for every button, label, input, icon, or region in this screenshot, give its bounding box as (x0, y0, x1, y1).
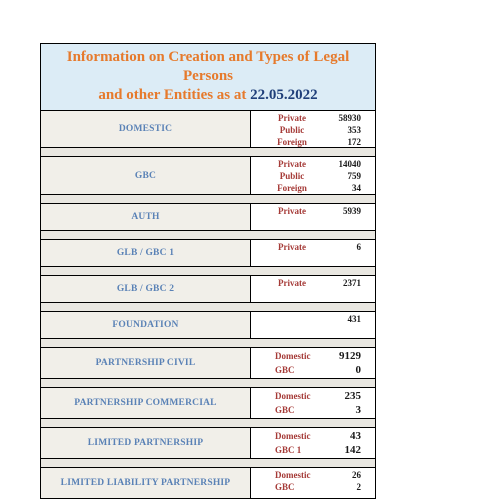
entry-line (251, 403, 375, 417)
entry-value: 353 (347, 125, 361, 135)
entry-line (251, 136, 375, 148)
entry-type: GBC (275, 365, 295, 375)
entry-type: Domestic (275, 470, 311, 480)
entry-value: 14040 (338, 159, 361, 169)
entry-type: Private (278, 242, 306, 252)
entry-type: Foreign (277, 137, 307, 147)
entry-value: 2 (356, 482, 361, 492)
table-row-foundation (41, 312, 375, 338)
entry-value: 142 (344, 444, 361, 456)
row-label: DOMESTIC (41, 111, 251, 147)
row-values (251, 111, 375, 147)
entry-line (251, 112, 375, 124)
entry-type: Private (278, 159, 306, 169)
entry-value: 2371 (343, 278, 361, 288)
table-row-glb-gbc2 (41, 276, 375, 302)
row-values (251, 468, 375, 498)
entry-value: 5939 (343, 206, 361, 216)
table-row-glb-gbc1 (41, 240, 375, 266)
title-date: 22.05.2022 (250, 87, 318, 103)
entry-type (251, 313, 323, 325)
entry-value: 235 (344, 390, 361, 402)
entry-value: 43 (350, 430, 361, 442)
row-label: FOUNDATION (41, 312, 251, 338)
entry-type: GBC 1 (275, 445, 302, 455)
table-row-partnership-commercial (41, 388, 375, 418)
row-values (251, 204, 375, 230)
entry-value: 26 (352, 470, 361, 480)
entry-type: Private (278, 278, 306, 288)
entry-value: 58930 (338, 113, 361, 123)
entry-line (251, 363, 375, 377)
row-label: PARTNERSHIP CIVIL (41, 348, 251, 378)
row-separator (41, 194, 375, 204)
table-row-auth (41, 204, 375, 230)
entry-value: 172 (347, 137, 361, 147)
row-values (251, 157, 375, 194)
row-label: GLB / GBC 2 (41, 276, 251, 302)
row-values (251, 312, 375, 338)
row-separator (41, 338, 375, 348)
entry-line (251, 469, 375, 481)
entry-line (251, 277, 375, 289)
entry-type: Domestic (275, 391, 311, 401)
row-values (251, 388, 375, 418)
table-row-domestic (41, 111, 375, 147)
entry-value: 0 (355, 364, 361, 376)
entry-line (251, 182, 375, 194)
entry-line (251, 389, 375, 403)
entry-value: 9129 (339, 350, 361, 362)
entry-value: 431 (347, 314, 361, 324)
entry-line (251, 313, 375, 325)
row-separator (41, 302, 375, 312)
entry-type: GBC (275, 405, 295, 415)
title-line-2-prefix: and other Entities as at (98, 87, 247, 103)
row-separator (41, 418, 375, 428)
entry-type: Private (278, 206, 306, 216)
table-row-limited-liability-partnership (41, 468, 375, 498)
title-line-2 (43, 86, 373, 105)
row-label: LIMITED PARTNERSHIP (41, 428, 251, 458)
entry-line (251, 241, 375, 253)
row-values (251, 240, 375, 266)
entry-value: 3 (355, 404, 361, 416)
row-label: PARTNERSHIP COMMERCIAL (41, 388, 251, 418)
table-title (41, 44, 375, 111)
entry-line (251, 481, 375, 493)
row-separator (41, 147, 375, 157)
row-separator (41, 266, 375, 276)
row-label: AUTH (41, 204, 251, 230)
row-separator (41, 378, 375, 388)
row-label: GBC (41, 157, 251, 194)
row-values (251, 348, 375, 378)
entry-line (251, 443, 375, 457)
row-separator (41, 230, 375, 240)
table-row-partnership-civil (41, 348, 375, 378)
entry-type: Public (279, 171, 305, 181)
entry-line (251, 124, 375, 136)
entry-type: GBC (275, 482, 295, 492)
entry-line (251, 349, 375, 363)
row-label: LIMITED LIABILITY PARTNERSHIP (41, 468, 251, 498)
entry-type: Domestic (275, 351, 311, 361)
entry-line (251, 158, 375, 170)
title-line-1: Information on Creation and Types of Legal Persons (66, 49, 350, 84)
entry-value: 6 (356, 242, 361, 252)
table-row-limited-partnership (41, 428, 375, 458)
entry-type: Public (279, 125, 305, 135)
entry-line (251, 170, 375, 182)
row-values (251, 276, 375, 302)
row-values (251, 428, 375, 458)
entry-line (251, 429, 375, 443)
entry-value: 34 (352, 183, 361, 193)
entry-type: Domestic (275, 431, 311, 441)
entry-type: Private (278, 113, 306, 123)
entry-value: 759 (347, 171, 361, 181)
row-label: GLB / GBC 1 (41, 240, 251, 266)
table-row-gbc (41, 157, 375, 194)
entities-table (40, 43, 376, 499)
entry-line (251, 205, 375, 217)
entry-type: Foreign (277, 183, 307, 193)
row-separator (41, 458, 375, 468)
